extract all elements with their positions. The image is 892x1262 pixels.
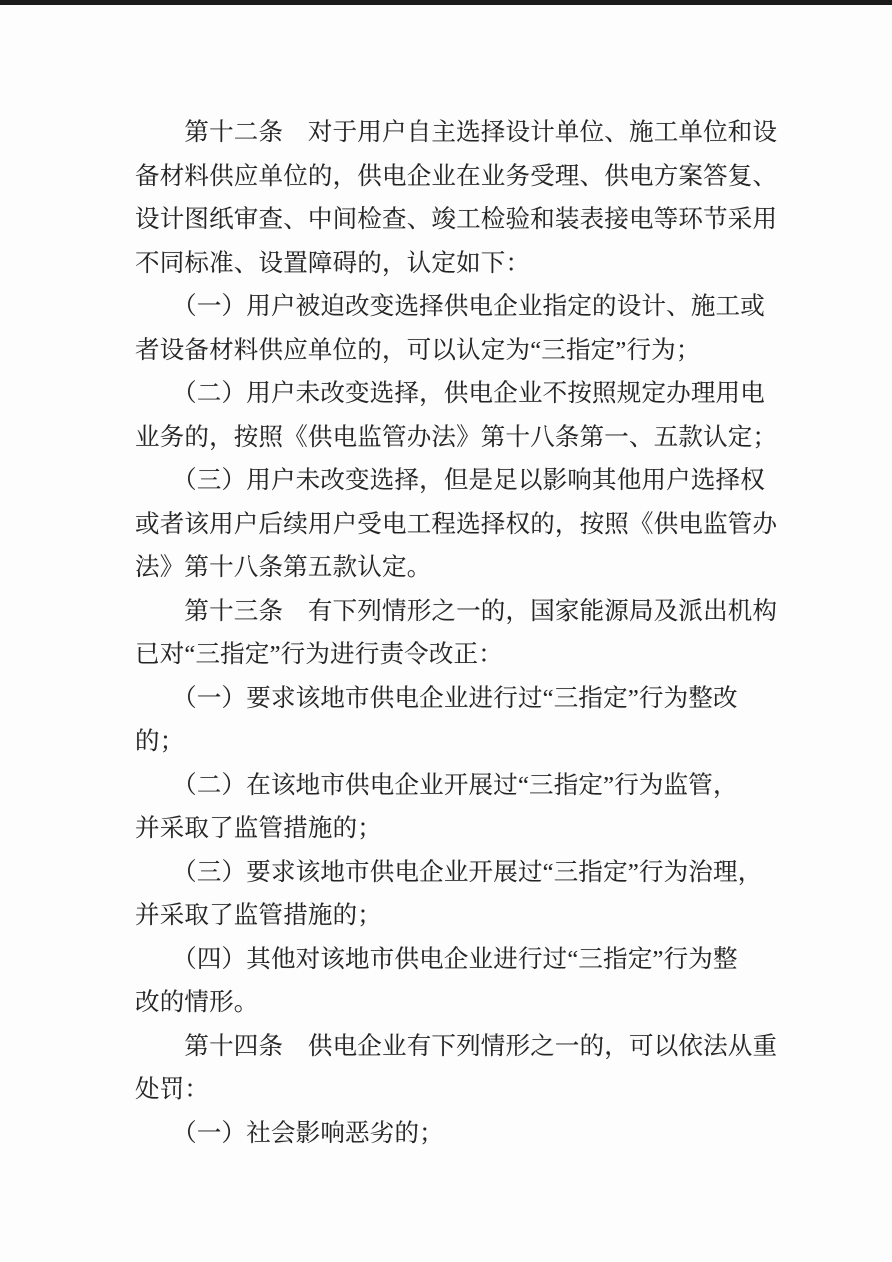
paragraph	[135, 590, 783, 677]
text-line: （三）用户未改变选择，但是足以影响其他用户选择权	[135, 467, 765, 494]
text-line: 并采取了监管措施的；	[135, 902, 382, 929]
text-line: （一）用户被迫改变选择供电企业指定的设计、施工或	[135, 293, 765, 320]
text-line: 第十二条 对于用户自主选择设计单位、施工单位和设	[135, 119, 778, 146]
paragraph	[135, 1112, 783, 1156]
text-line: （三）要求该地市供电企业开展过“三指定”行为治理，	[135, 858, 763, 886]
text-line: 的；	[135, 728, 185, 755]
scan-edge-artifact	[0, 0, 892, 5]
text-line: 并采取了监管措施的；	[135, 815, 382, 842]
text-line: 处罚：	[135, 1076, 210, 1103]
text-line: 设计图纸审查、中间检查、竣工检验和装表接电等环节采用	[135, 206, 778, 233]
text-line: 业务的，按照《供电监管办法》第十八条第一、五款认定；	[135, 423, 778, 451]
text-line: （二）用户未改变选择，供电企业不按照规定办理用电	[135, 380, 765, 407]
text-line: 第十三条 有下列情形之一的，国家能源局及派出机构	[135, 597, 778, 625]
text-line: 者设备材料供应单位的，可以认定为“三指定”行为；	[135, 336, 701, 364]
paragraph	[135, 1025, 783, 1112]
text-line: 第十四条 供电企业有下列情形之一的，可以依法从重	[135, 1032, 778, 1060]
paragraph	[135, 459, 783, 590]
paragraph	[135, 372, 783, 459]
paragraph	[135, 677, 783, 764]
paragraph	[135, 111, 783, 285]
text-line: （四）其他对该地市供电企业进行过“三指定”行为整	[135, 945, 738, 973]
text-line: 法》第十八条第五款认定。	[135, 554, 432, 581]
document-text-block	[135, 111, 783, 1155]
text-line: 备材料供应单位的，供电企业在业务受理、供电方案答复、	[135, 162, 778, 190]
paragraph	[135, 938, 783, 1025]
text-line: （二）在该地市供电企业开展过“三指定”行为监管，	[135, 771, 738, 799]
text-line: （一）要求该地市供电企业进行过“三指定”行为整改	[135, 684, 738, 712]
paragraph	[135, 851, 783, 938]
text-line: （一）社会影响恶劣的；	[135, 1119, 444, 1147]
paragraph	[135, 764, 783, 851]
text-line: 不同标准、设置障碍的，认定如下：	[135, 249, 531, 277]
text-line: 或者该用户后续用户受电工程选择权的，按照《供电监管办	[135, 510, 778, 538]
text-line: 已对“三指定”行为进行责令改正：	[135, 641, 503, 668]
paragraph	[135, 285, 783, 372]
text-line: 改的情形。	[135, 989, 259, 1016]
